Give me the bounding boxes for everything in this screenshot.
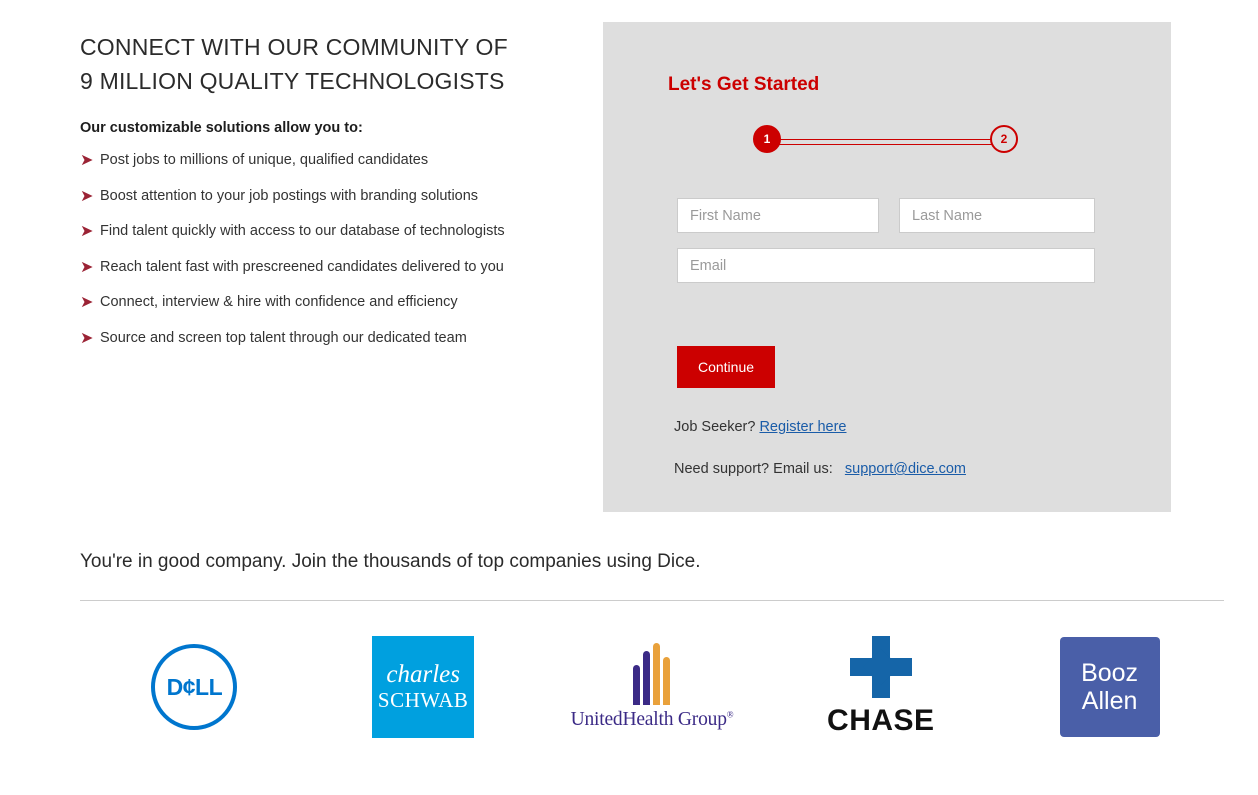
list-item xyxy=(80,188,580,205)
list-item-label: Source and screen top talent through our dedicated team xyxy=(100,329,467,346)
arrow-right-icon: ➤ xyxy=(80,294,94,311)
sub-headline: Our customizable solutions allow you to: xyxy=(80,120,363,136)
form-title: Let's Get Started xyxy=(668,74,820,95)
companies-heading: You're in good company. Join the thousands of top companies using Dice. xyxy=(80,551,701,572)
chase-octagon-icon xyxy=(850,636,912,698)
chase-logo-label: CHASE xyxy=(827,704,935,737)
support-row xyxy=(674,461,966,477)
headline-line-1: CONNECT WITH OUR COMMUNITY OF xyxy=(80,34,508,60)
unitedhealth-mark-icon xyxy=(571,643,734,705)
list-item-label: Post jobs to millions of unique, qualified candidates xyxy=(100,152,429,168)
unitedhealth-group-logo xyxy=(571,643,734,731)
dell-logo xyxy=(151,644,237,730)
benefits-list xyxy=(80,152,580,347)
marketing-column xyxy=(80,30,580,365)
logo-cell xyxy=(766,622,995,752)
list-item xyxy=(80,330,580,347)
chase-logo xyxy=(827,636,935,738)
support-label: Need support? Email us: xyxy=(674,461,833,477)
arrow-right-icon: ➤ xyxy=(80,187,94,205)
dell-logo-label: D¢LL xyxy=(166,673,223,700)
headline-line-2: 9 MILLION QUALITY TECHNOLOGISTS xyxy=(80,68,505,94)
arrow-right-icon: ➤ xyxy=(80,258,94,276)
list-item-label: Connect, interview & hire with confidence and efficiency xyxy=(100,294,458,310)
last-name-input[interactable] xyxy=(899,198,1095,233)
step-connector-line xyxy=(773,139,1003,145)
logo-cell xyxy=(309,622,538,752)
list-item-label: Boost attention to your job postings with branding solutions xyxy=(100,187,479,204)
list-item xyxy=(80,259,580,276)
first-name-input[interactable] xyxy=(677,198,879,233)
booz-logo-line2: Allen xyxy=(1081,687,1138,715)
booz-logo-line1: Booz xyxy=(1081,659,1139,687)
list-item xyxy=(80,294,580,311)
arrow-right-icon: ➤ xyxy=(80,223,94,240)
support-email-link[interactable]: support@dice.com xyxy=(844,461,966,477)
logo-cell xyxy=(538,622,767,752)
continue-button[interactable]: Continue xyxy=(677,346,775,388)
list-item-label: Find talent quickly with access to our database of technologists xyxy=(100,223,505,239)
step-2-indicator[interactable]: 2 xyxy=(990,125,1018,153)
booz-allen-logo xyxy=(1060,637,1160,737)
arrow-right-icon: ➤ xyxy=(80,329,94,347)
arrow-right-icon: ➤ xyxy=(80,152,94,169)
schwab-logo-line2: SCHWAB xyxy=(377,688,469,712)
company-logo-strip xyxy=(80,622,1224,752)
job-seeker-label: Job Seeker? xyxy=(674,419,756,435)
step-indicator xyxy=(753,125,1023,165)
section-divider xyxy=(80,600,1224,601)
list-item xyxy=(80,152,580,169)
logo-cell xyxy=(995,622,1224,752)
list-item xyxy=(80,223,580,240)
page-title xyxy=(80,30,580,98)
charles-schwab-logo xyxy=(372,636,474,738)
email-input[interactable] xyxy=(677,248,1095,283)
signup-form-panel xyxy=(603,22,1171,512)
step-1-indicator[interactable]: 1 xyxy=(753,125,781,153)
register-here-link[interactable]: Register here xyxy=(759,419,847,435)
list-item-label: Reach talent fast with prescreened candidates delivered to you xyxy=(100,258,504,275)
job-seeker-row xyxy=(674,419,847,435)
schwab-logo-line1: charles xyxy=(386,661,460,688)
logo-cell xyxy=(80,622,309,752)
unitedhealth-logo-label: UnitedHealth Group® xyxy=(570,709,734,730)
